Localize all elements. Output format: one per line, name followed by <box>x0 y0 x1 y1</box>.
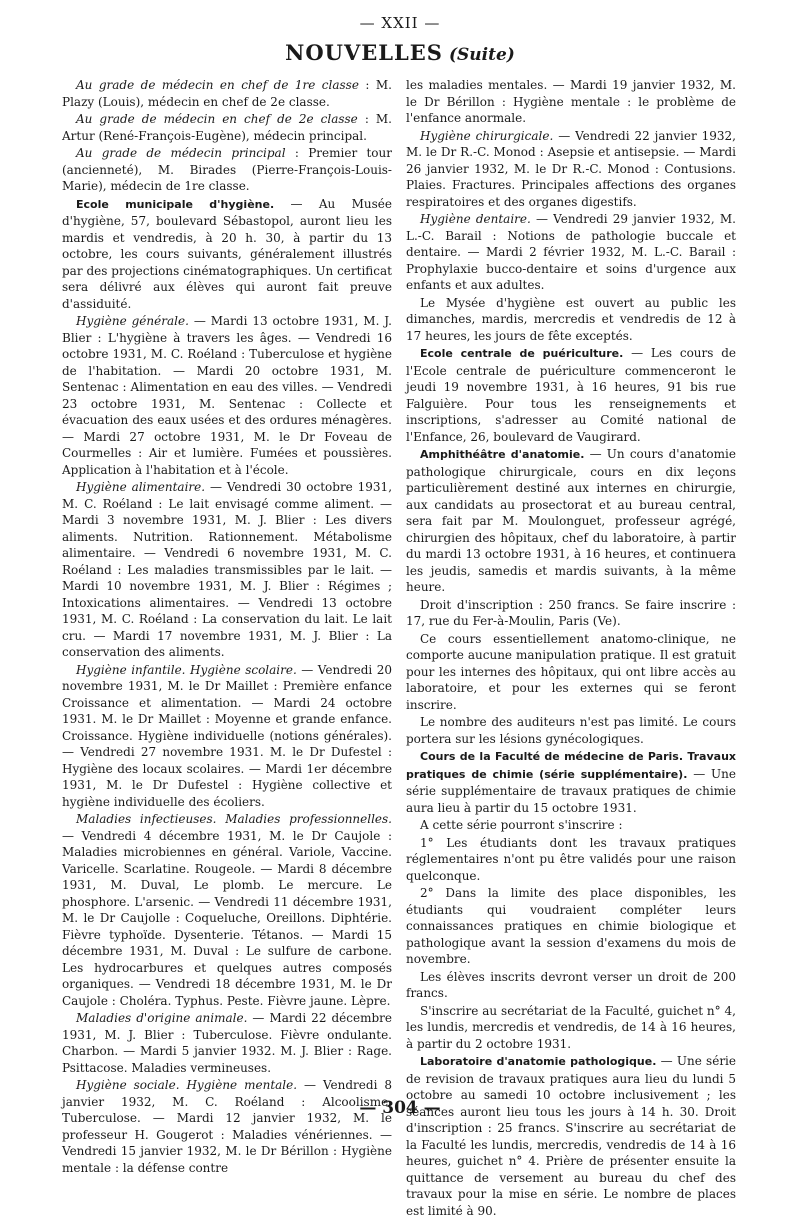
paragraph <box>62 145 392 195</box>
section-heading: Ecole centrale de puériculture. <box>420 347 624 360</box>
paragraph <box>62 662 392 811</box>
paragraph <box>62 1077 392 1176</box>
paragraph <box>62 111 392 144</box>
paragraph-text: — Mardi 13 octobre 1931, M. J. Blier : L'hygiène à travers les âges. — Vendredi 16 octobre 1931, M. C. Roéland : Tuberculose et hygiène de l'habitation. — Mardi 20 octobre 1931, M. Sentenac : Alimentation en eau des villes. — Vendredi 23 octobre 1931, M. Sentenac : Collecte et évacuation des eaux usées et des ordures ménagères. — Mardi 27 octobre 1931, M. le Dr Foveau de Courmelles : Air et lumière. Fumées et poussières. Application à l'habitation et à l'école. <box>62 314 392 477</box>
paragraph <box>406 885 736 968</box>
paragraph <box>406 1053 736 1219</box>
paragraph-text: Le Mysée d'hygiène est ouvert au public les dimanches, mardis, mercredis et vendredis de 12 à 17 heures, les jours de fête exceptés. <box>406 295 736 343</box>
paragraph <box>406 631 736 714</box>
paragraph-text: : M. Artur (René-François-Eugène), médecin principal. <box>62 112 392 143</box>
subsection-heading: Maladies d'origine animale. <box>76 1011 248 1025</box>
paragraph-text: 2° Dans la limite des place disponibles, les étudiants qui voudraient compléter leurs connaissances pratiques en chimie biologique et pathologique avant la session d'examens du mois de novembre. <box>406 886 736 966</box>
section-heading: Amphithéâtre d'anatomie. <box>420 448 585 461</box>
paragraph-text: — Vendredi 30 octobre 1931, M. C. Roéland : Le lait envisagé comme aliment. — Mardi 3 novembre 1931, M. J. Blier : Les divers aliments. Nutrition. Rationnement. Métabolisme alimentaire. — Vendredi 6 novembre 1931, M. C. Roéland : Les maladies transmissibles par le lait. — Mardi 10 novembre 1931, M. J. Blier : Régimes ; Intoxications alimentaires. — Vendredi 13 octobre 1931, M. C. Roéland : La conservation du lait. Le lait cru. — Mardi 17 novembre 1931, M. J. Blier : La conservation des aliments. <box>62 480 393 659</box>
paragraph-text: — Vendredi 29 janvier 1932, M. L.-C. Barail : Notions de pathologie buccale et dentaire. — Mardi 2 février 1932, M. L.-C. Barail : Prophylaxie bucco-dentaire et soins d'urgence aux enfants et aux adultes. <box>406 212 736 292</box>
paragraph-text: — Au Musée d'hygiène, 57, boulevard Sébastopol, auront lieu les mardis et vendredis, à 20 h. 30, à partir du 13 octobre, les cours suivants, généralement illustrés par des projections cinématographiques. Un certificat sera délivré aux élèves qui auront fait preuve d'assiduité. <box>62 196 392 311</box>
right-column <box>406 77 736 1219</box>
paragraph <box>406 969 736 1002</box>
paragraph <box>406 597 736 630</box>
paragraph-text: 1° Les étudiants dont les travaux pratiques réglementaires n'ont pu être validés pour une raison quelconque. <box>406 835 736 883</box>
paragraph-text: — Vendredi 20 novembre 1931, M. le Dr Maillet : Première enfance Croissance et alimentation. — Mardi 24 octobre 1931. M. le Dr Maillet : Moyenne et grande enfance. Croissance. Hygiène individuelle (notions générales). — Vendredi 27 novembre 1931. M. le Dr Dufestel : Hygiène des locaux scolaires. — Mardi 1er décembre 1931, M. le Dr Dufestel : Hygiène collective et hygiène individuelle des écoliers. <box>62 662 392 809</box>
paragraph <box>62 77 392 110</box>
title-suite: (Suite) <box>448 45 515 65</box>
paragraph <box>406 295 736 345</box>
paragraph <box>62 479 392 661</box>
paragraph <box>406 1003 736 1053</box>
page-header-roman: — XXII — <box>359 14 441 32</box>
paragraph-text: : Premier tour (ancienneté), M. Birades (Pierre-François-Louis-Marie), médecin de 1re classe. <box>62 146 392 193</box>
subsection-heading: Au grade de médecin principal <box>76 146 286 160</box>
subsection-heading: Hygiène infantile. Hygiène scolaire. <box>76 662 297 677</box>
paragraph <box>406 835 736 885</box>
paragraph-text: — Une série supplémentaire de travaux pratiques de chimie aura lieu à partir du 15 octobre 1931. <box>406 766 736 815</box>
paragraph-text: — Un cours d'anatomie pathologique chirurgicale, cours en dix leçons particulièrement destiné aux internes en chirurgie, aux candidats au prosectorat et au bureau central, sera fait par M. Moulonguet, professeur agrégé, chirurgien des hôpitaux, chef du laboratoire, à partir du mardi 13 octobre 1931, à 16 heures, et continuera les jeudis, samedis et mardis suivants, à la même heure. <box>406 447 736 594</box>
page-title <box>0 40 800 65</box>
title-text: NOUVELLES <box>285 40 443 65</box>
page-number: — 304 — <box>359 1098 441 1118</box>
paragraph-text: S'inscrire au secrétariat de la Faculté, guichet n° 4, les lundis, mercredis et vendredis, de 14 à 16 heures, à partir du 2 octobre 1931. <box>406 1003 736 1051</box>
paragraph-text: — Les cours de l'Ecole centrale de puériculture commenceront le jeudi 19 novembre 1931, à 16 heures, 91 bis rue Falguière. Pour tous les renseignements et inscriptions, s'adresser au Comité national de l'Enfance, 26, boulevard de Vaugirard. <box>406 346 736 444</box>
paragraph <box>406 817 736 834</box>
subsection-heading: Hygiène chirurgicale. <box>420 128 554 143</box>
paragraph <box>406 714 736 747</box>
paragraph-text: Droit d'inscription : 250 francs. Se faire inscrire : 17, rue du Fer-à-Moulin, Paris (Ve). <box>406 597 736 628</box>
paragraph <box>406 345 736 445</box>
paragraph <box>62 313 392 478</box>
subsection-heading: Hygiène dentaire. <box>420 212 531 226</box>
paragraph <box>406 128 736 211</box>
paragraph-text: Le nombre des auditeurs n'est pas limité. Le cours portera sur les lésions gynécologiques. <box>406 715 736 746</box>
paragraph <box>406 77 736 127</box>
section-heading: Laboratoire d'anatomie pathologique. <box>420 1055 657 1068</box>
paragraph-text: les maladies mentales. — Mardi 19 janvier 1932, M. le Dr Bérillon : Hygiène mentale : le problème de l'enfance anormale. <box>406 78 736 125</box>
paragraph-text: — Mardi 22 décembre 1931, M. J. Blier : Tuberculose. Fièvre ondulante. Charbon. — Mardi 5 janvier 1932. M. J. Blier : Rage. Psittacose. Maladies vermineuses. <box>62 1011 392 1075</box>
paragraph-text: Les élèves inscrits devront verser un droit de 200 francs. <box>406 969 736 1000</box>
subsection-heading: Hygiène générale. <box>76 314 189 328</box>
left-column <box>62 77 392 1176</box>
subsection-heading: Hygiène sociale. Hygiène mentale. <box>76 1078 298 1092</box>
section-heading: Ecole municipale d'hygiène. <box>76 197 275 211</box>
paragraph <box>406 748 736 816</box>
paragraph <box>62 811 392 1009</box>
paragraph <box>62 1010 392 1076</box>
paragraph-text: — Vendredi 22 janvier 1932, M. le Dr R.-C. Monod : Asepsie et antisepsie. — Mardi 26 janvier 1932, M. le Dr R.-C. Monod : Contusions. Plaies. Fractures. Principales affections des organes respiratoires et des organes digestifs. <box>406 128 736 209</box>
paragraph-text: — Une série de revision de travaux pratiques aura lieu du lundi 5 octobre au samedi 10 octobre inclusivement ; les séances auront lieu tous les jours à 14 h. 30. Droit d'inscription : 25 francs. S'inscrire au secrétariat de la Faculté les lundis, mercredis, vendredis de 14 à 16 heures, guichet n° 4. Prière de présenter ensuite la quittance de versement au bureau du chef des travaux pour la mise en série. Le nombre de places est limité à 90. <box>406 1054 736 1218</box>
paragraph <box>406 211 736 294</box>
subsection-heading: Hygiène alimentaire. <box>76 480 206 494</box>
subsection-heading: Au grade de médecin en chef de 2e classe <box>76 112 358 126</box>
paragraph-text: : M. Plazy (Louis), médecin en chef de 2e classe. <box>62 78 392 109</box>
paragraph-text: A cette série pourront s'inscrire : <box>420 818 623 832</box>
section-heading: Cours de la Faculté de médecine de Paris. Travaux pratiques de chimie (série supplémentaire). <box>406 750 736 781</box>
paragraph <box>62 196 392 313</box>
paragraph <box>406 446 736 596</box>
subsection-heading: Au grade de médecin en chef de 1re classe <box>76 78 359 92</box>
paragraph-text: — Vendredi 8 janvier 1932, M. C. Roéland : Alcoolisme. Tuberculose. — Mardi 12 janvier 1932, M. le professeur H. Gougerot : Maladies vénériennes. — Vendredi 15 janvier 1932, M. le Dr Bérillon : Hygiène mentale : la défense contre <box>62 1078 393 1175</box>
subsection-heading: Maladies infectieuses. Maladies professionnelles. <box>76 812 392 826</box>
paragraph-text: — Vendredi 4 décembre 1931, M. le Dr Caujole : Maladies microbiennes en général. Variole, Vaccine. Varicelle. Scarlatine. Rougeole. — Mardi 8 décembre 1931, M. Duval, Le plomb. Le mercure. Le phosphore. L'arsenic. — Vendredi 11 décembre 1931, M. le Dr Caujolle : Coqueluche, Oreillons. Diphtérie. Fièvre typhoïde. Dysenterie. Tétanos. — Mardi 15 décembre 1931, M. Duval : Le sulfure de carbone. Les hydrocarbures et quelques autres composés organiques. — Vendredi 18 décembre 1931, M. le Dr Caujole : Choléra. Typhus. Peste. Fièvre jaune. Lèpre. <box>62 828 392 1008</box>
paragraph-text: Ce cours essentiellement anatomo-clinique, ne comporte aucune manipulation pratique. Il est gratuit pour les internes des hôpitaux, qui ont libre accès au laboratoire, et pour les externes qui se feront inscrire. <box>406 631 736 712</box>
